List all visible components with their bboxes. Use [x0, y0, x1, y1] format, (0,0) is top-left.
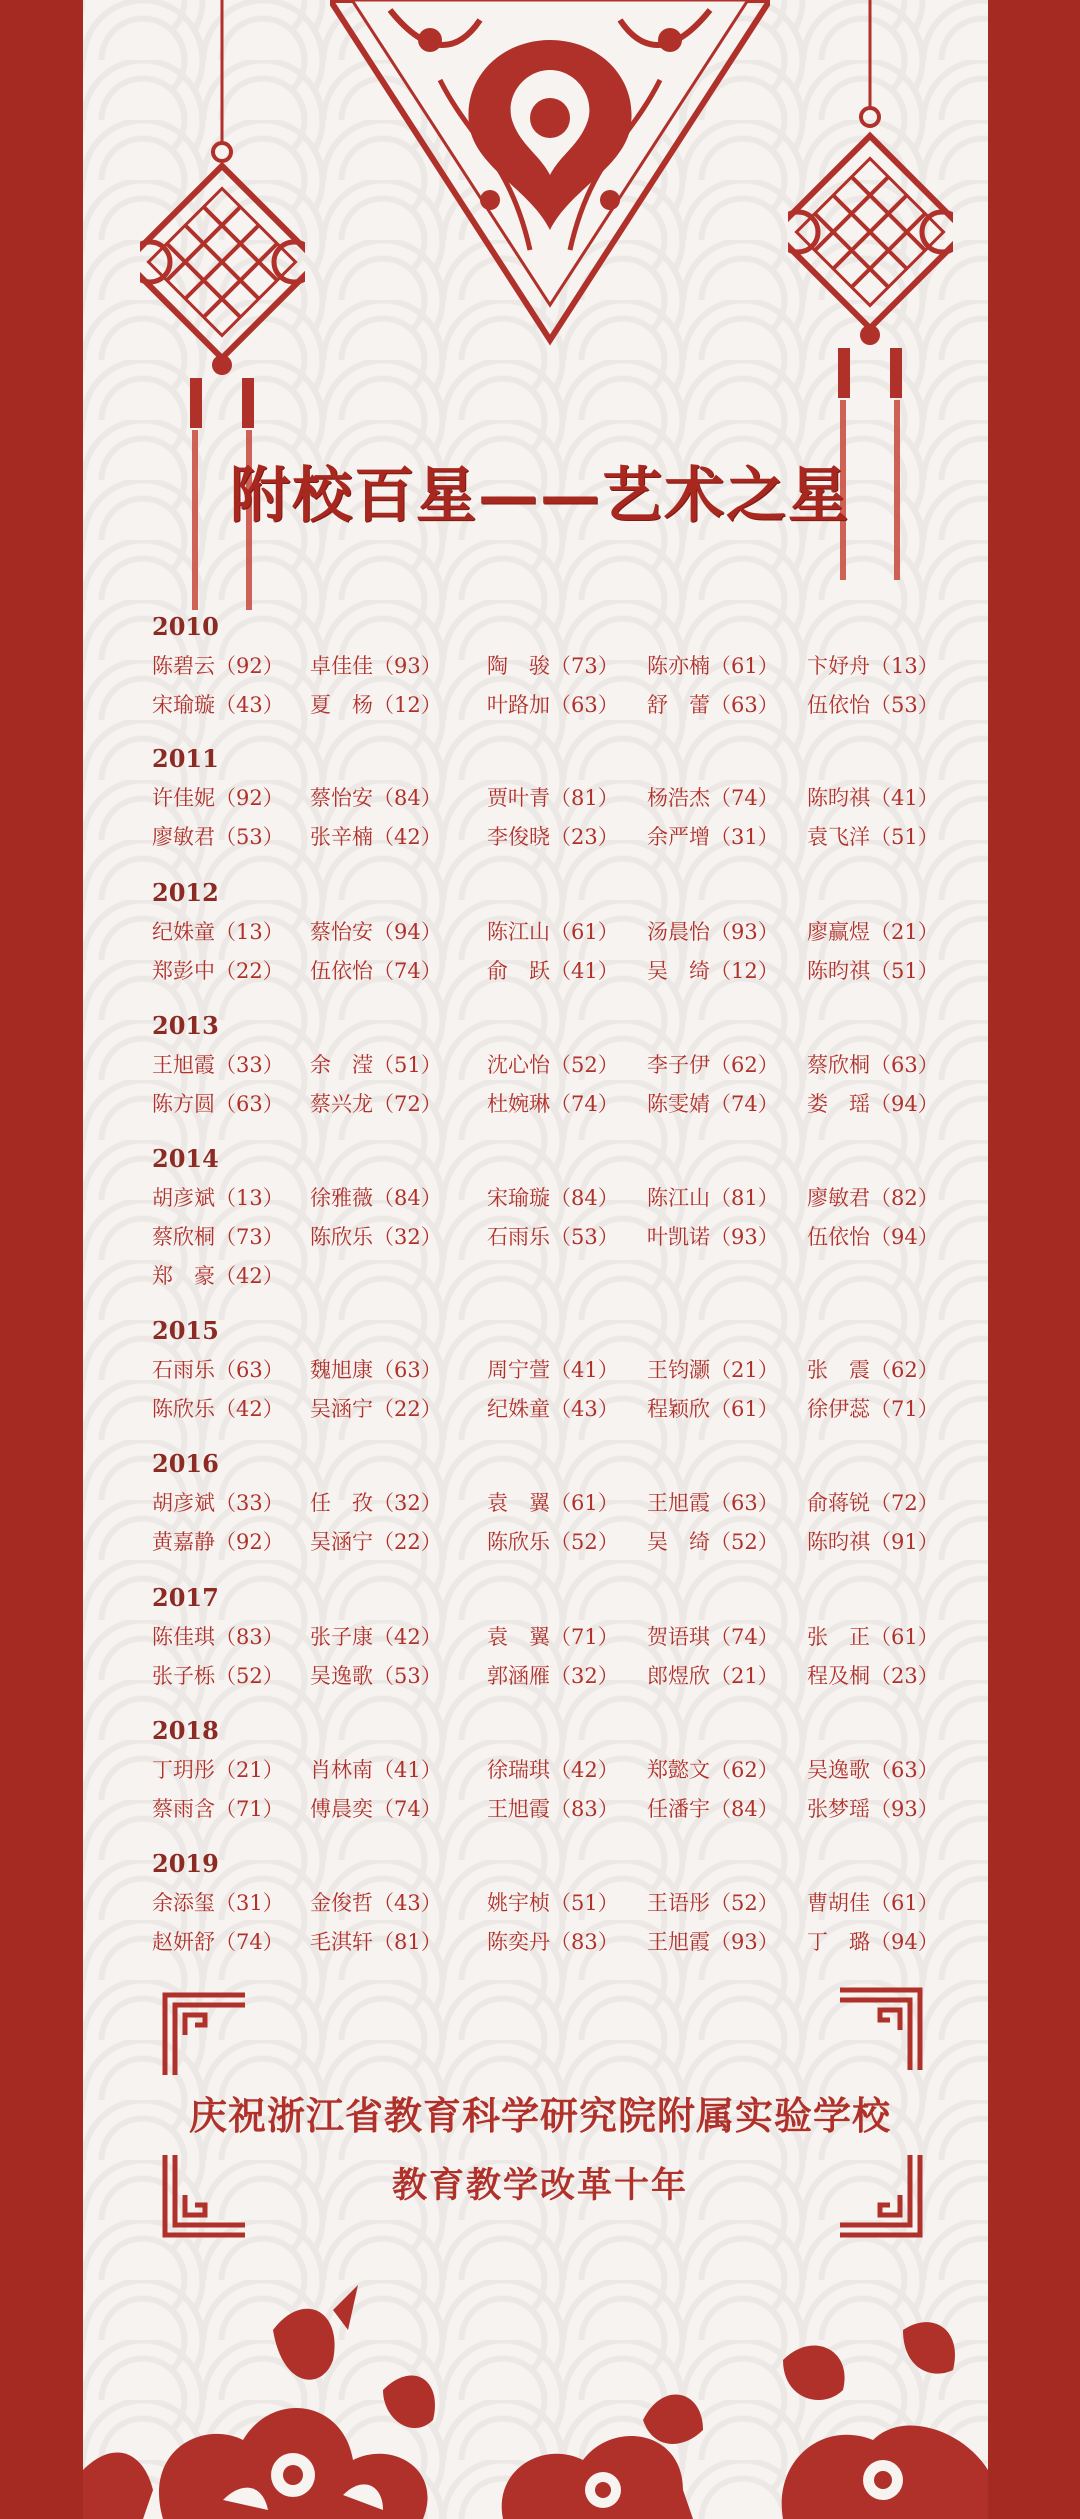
- year-section: [152, 739, 952, 857]
- papercut-flowers-icon: [83, 2270, 988, 2519]
- student-name: 张子康（42）: [310, 1625, 442, 1649]
- student-name: 徐瑞琪（42）: [487, 1758, 619, 1782]
- year-section: [152, 1006, 952, 1124]
- name-row: [152, 1257, 952, 1296]
- student-name: 任潘宇（84）: [647, 1797, 779, 1821]
- student-name: 伍依怡（74）: [310, 959, 442, 983]
- student-name: 袁 翼（61）: [487, 1491, 619, 1515]
- student-name: 陈欣乐（52）: [487, 1530, 619, 1554]
- student-name: 李子伊（62）: [647, 1053, 779, 1077]
- student-name: 吴 绮（52）: [647, 1530, 779, 1554]
- student-name: 金俊哲（43）: [310, 1891, 442, 1915]
- name-row: [152, 1351, 952, 1390]
- name-row: [152, 1390, 952, 1429]
- footer-line-1: 庆祝浙江省教育科学研究院附属实验学校: [188, 2093, 891, 2138]
- page-title: 附校百星——艺术之星: [230, 461, 850, 531]
- year-heading: 2011: [152, 744, 219, 773]
- student-name: 陈江山（81）: [647, 1186, 779, 1210]
- student-name: 纪姝童（13）: [152, 920, 284, 944]
- student-name: 叶路加（63）: [487, 693, 619, 717]
- student-name: 黄嘉静（92）: [152, 1530, 284, 1554]
- student-name: 贾叶青（81）: [487, 786, 619, 810]
- student-name: 周宁萱（41）: [487, 1358, 619, 1382]
- corner-frame-top-right-icon: [835, 1985, 925, 2075]
- student-name: 舒 蕾（63）: [647, 693, 779, 717]
- student-name: 赵妍舒（74）: [152, 1930, 284, 1954]
- student-name: 袁 翼（71）: [487, 1625, 619, 1649]
- name-row: [152, 1523, 952, 1562]
- student-name: 王旭霞（93）: [647, 1930, 779, 1954]
- student-name: 王旭霞（63）: [647, 1491, 779, 1515]
- student-name: 程颖欣（61）: [647, 1397, 779, 1421]
- student-name: 吴涵宁（22）: [310, 1530, 442, 1554]
- name-row: [152, 913, 952, 952]
- student-name: 丁玥彤（21）: [152, 1758, 284, 1782]
- student-name: 徐雅薇（84）: [310, 1186, 442, 1210]
- student-name: 伍依怡（94）: [807, 1225, 939, 1249]
- student-name: 陈碧云（92）: [152, 654, 284, 678]
- year-heading: 2017: [152, 1583, 219, 1612]
- student-name: 王语彤（52）: [647, 1891, 779, 1915]
- student-name: 郎煜欣（21）: [647, 1664, 779, 1688]
- student-name: 余添玺（31）: [152, 1891, 284, 1915]
- name-row: [152, 1618, 952, 1657]
- student-name: 程及桐（23）: [807, 1664, 939, 1688]
- year-heading: 2015: [152, 1316, 219, 1345]
- footer-line-2: 教育教学改革十年: [391, 2165, 688, 2206]
- year-heading: 2019: [152, 1849, 219, 1878]
- year-heading: 2014: [152, 1144, 219, 1173]
- year-section: [152, 1844, 952, 1962]
- student-name: 任 孜（32）: [310, 1491, 442, 1515]
- student-name: 蔡怡安（84）: [310, 786, 442, 810]
- student-name: 陈昀祺（51）: [807, 959, 939, 983]
- student-name: 陈欣乐（32）: [310, 1225, 442, 1249]
- student-name: 曹胡佳（61）: [807, 1891, 939, 1915]
- year-section: [152, 1578, 952, 1696]
- name-row: [152, 818, 952, 857]
- student-name: 陈江山（61）: [487, 920, 619, 944]
- student-name: 陈昀祺（41）: [807, 786, 939, 810]
- student-name: 叶凯诺（93）: [647, 1225, 779, 1249]
- corner-frame-top-left-icon: [160, 1990, 250, 2080]
- student-name: 陶 骏（73）: [487, 654, 619, 678]
- student-name: 郑彭中（22）: [152, 959, 284, 983]
- student-name: 汤晨怡（93）: [647, 920, 779, 944]
- student-name: 张辛楠（42）: [310, 825, 442, 849]
- student-name: 宋瑜璇（43）: [152, 693, 284, 717]
- student-name: 胡彦斌（13）: [152, 1186, 284, 1210]
- name-row: [152, 1923, 952, 1962]
- student-name: 贺语琪（74）: [647, 1625, 779, 1649]
- year-section: [152, 1139, 952, 1296]
- name-row: [152, 647, 952, 686]
- student-name: 廖敏君（82）: [807, 1186, 939, 1210]
- student-name: 陈欣乐（42）: [152, 1397, 284, 1421]
- year-section: [152, 873, 952, 991]
- student-name: 夏 杨（12）: [310, 693, 442, 717]
- student-name: 陈佳琪（83）: [152, 1625, 284, 1649]
- name-row: [152, 1657, 952, 1696]
- student-name: 石雨乐（63）: [152, 1358, 284, 1382]
- student-name: 张子栎（52）: [152, 1664, 284, 1688]
- student-name: 俞 跃（41）: [487, 959, 619, 983]
- name-row: [152, 779, 952, 818]
- name-row: [152, 1179, 952, 1218]
- student-name: 毛淇轩（81）: [310, 1930, 442, 1954]
- year-heading: 2012: [152, 878, 219, 907]
- student-name: 吴逸歌（53）: [310, 1664, 442, 1688]
- student-name: 廖敏君（53）: [152, 825, 284, 849]
- year-section: [152, 1311, 952, 1429]
- student-name: 廖赢煜（21）: [807, 920, 939, 944]
- student-name: 蔡兴龙（72）: [310, 1092, 442, 1116]
- student-name: 吴 绮（12）: [647, 959, 779, 983]
- year-section: [152, 1444, 952, 1562]
- student-name: 郑懿文（62）: [647, 1758, 779, 1782]
- student-name: 卞妤舟（13）: [807, 654, 939, 678]
- student-name: 杨浩杰（74）: [647, 786, 779, 810]
- name-row: [152, 1484, 952, 1523]
- student-name: 丁 璐（94）: [807, 1930, 939, 1954]
- student-name: 杜婉琳（74）: [487, 1092, 619, 1116]
- student-name: 陈昀祺（91）: [807, 1530, 939, 1554]
- student-name: 娄 瑶（94）: [807, 1092, 939, 1116]
- name-row: [152, 1884, 952, 1923]
- student-name: 郭涵雁（32）: [487, 1664, 619, 1688]
- name-row: [152, 686, 952, 725]
- student-name: 胡彦斌（33）: [152, 1491, 284, 1515]
- student-name: 魏旭康（63）: [310, 1358, 442, 1382]
- student-name: 宋瑜璇（84）: [487, 1186, 619, 1210]
- student-name: 吴逸歌（63）: [807, 1758, 939, 1782]
- name-row: [152, 1085, 952, 1124]
- name-row: [152, 1790, 952, 1829]
- student-name: 沈心怡（52）: [487, 1053, 619, 1077]
- student-name: 张梦瑶（93）: [807, 1797, 939, 1821]
- student-name: 王钧灏（21）: [647, 1358, 779, 1382]
- student-name: 傅晨奕（74）: [310, 1797, 442, 1821]
- student-name: 郑 豪（42）: [152, 1264, 284, 1288]
- student-name: 俞蒋锐（72）: [807, 1491, 939, 1515]
- student-name: 肖林南（41）: [310, 1758, 442, 1782]
- student-name: 许佳妮（92）: [152, 786, 284, 810]
- student-name: 李俊晓（23）: [487, 825, 619, 849]
- student-name: 姚宇桢（51）: [487, 1891, 619, 1915]
- name-row: [152, 952, 952, 991]
- year-section: [152, 1711, 952, 1829]
- student-name: 伍依怡（53）: [807, 693, 939, 717]
- papercut-ornament-icon: [330, 0, 770, 350]
- student-name: 王旭霞（33）: [152, 1053, 284, 1077]
- year-heading: 2013: [152, 1011, 219, 1040]
- year-section: [152, 607, 952, 725]
- student-name: 石雨乐（53）: [487, 1225, 619, 1249]
- student-name: 徐伊蕊（71）: [807, 1397, 939, 1421]
- name-row: [152, 1046, 952, 1085]
- student-name: 陈方圆（63）: [152, 1092, 284, 1116]
- student-name: 陈奕丹（83）: [487, 1930, 619, 1954]
- year-heading: 2018: [152, 1716, 219, 1745]
- name-row: [152, 1751, 952, 1790]
- student-name: 陈亦楠（61）: [647, 654, 779, 678]
- student-name: 纪姝童（43）: [487, 1397, 619, 1421]
- student-name: 蔡欣桐（73）: [152, 1225, 284, 1249]
- student-name: 蔡欣桐（63）: [807, 1053, 939, 1077]
- student-name: 王旭霞（83）: [487, 1797, 619, 1821]
- student-name: 袁飞洋（51）: [807, 825, 939, 849]
- student-name: 蔡怡安（94）: [310, 920, 442, 944]
- student-name: 吴涵宁（22）: [310, 1397, 442, 1421]
- student-name: 张 正（61）: [807, 1625, 939, 1649]
- student-name: 陈雯婧（74）: [647, 1092, 779, 1116]
- student-name: 余严增（31）: [647, 825, 779, 849]
- student-name: 卓佳佳（93）: [310, 654, 442, 678]
- name-row: [152, 1218, 952, 1257]
- year-heading: 2016: [152, 1449, 219, 1478]
- student-name: 张 震（62）: [807, 1358, 939, 1382]
- year-heading: 2010: [152, 612, 219, 641]
- student-name: 余 滢（51）: [310, 1053, 442, 1077]
- student-name: 蔡雨含（71）: [152, 1797, 284, 1821]
